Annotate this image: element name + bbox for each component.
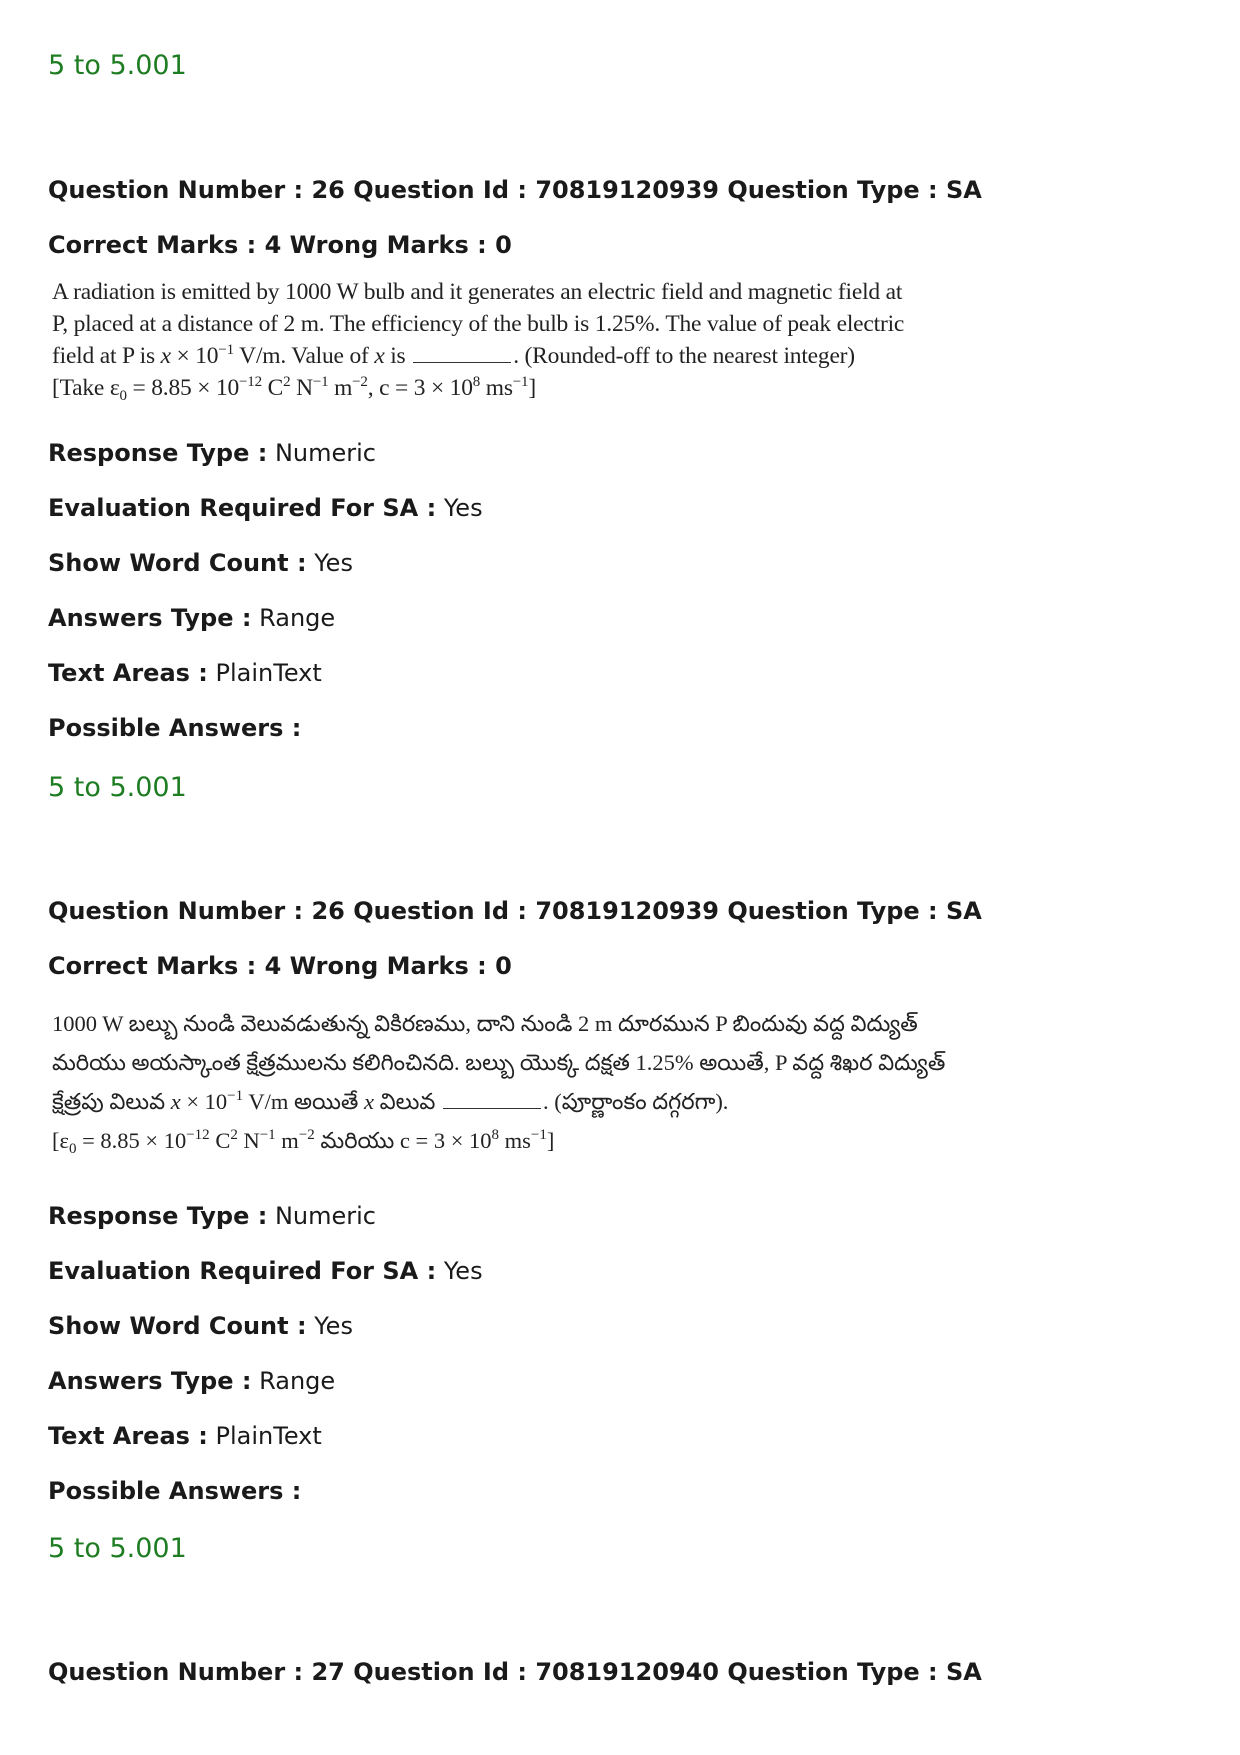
response-type-field: Response Type : Numeric <box>48 1202 376 1230</box>
question-header: Question Number : 26 Question Id : 70819120939 Question Type : SA <box>48 176 982 204</box>
evaluation-required-field: Evaluation Required For SA : Yes <box>48 494 483 522</box>
possible-answers-label: Possible Answers : <box>48 1477 302 1505</box>
question-text-line: A radiation is emitted by 1000 W bulb and it generates an electric field and magnetic field at <box>52 279 903 305</box>
evaluation-required-field: Evaluation Required For SA : Yes <box>48 1257 483 1285</box>
question-marks: Correct Marks : 4 Wrong Marks : 0 <box>48 231 512 259</box>
possible-answer: 5 to 5.001 <box>48 1533 187 1564</box>
question-text-line: field at P is $x \times 10^{-1}$ V/m. Value of x is . (Rounded-off to the nearest integer) <box>52 342 855 369</box>
previous-possible-answer: 5 to 5.001 <box>48 50 187 81</box>
answers-type-field: Answers Type : Range <box>48 1367 336 1395</box>
answers-type-field: Answers Type : Range <box>48 604 336 632</box>
response-type-field: Response Type : Numeric <box>48 439 376 467</box>
question-text-english <box>52 276 952 404</box>
question-marks: Correct Marks : 4 Wrong Marks : 0 <box>48 952 512 980</box>
possible-answers-label: Possible Answers : <box>48 714 302 742</box>
question-text-line: [Take $\varepsilon_0 = 8.85 \times 10^{-12}$ $C^2$ $N^{-1}$ $m^{-2}$, $c = 3 \times 10^8$ $ms^{-1}$] <box>52 374 536 404</box>
text-areas-field: Text Areas : PlainText <box>48 659 322 687</box>
question-text-line: [$\varepsilon_0 = 8.85 \times 10^{-12}$ $C^2$ $N^{-1}$ $m^{-2}$ మరియు $c = 3 \times 10^8$ $ms^{-1}$] <box>52 1127 555 1157</box>
question-text-line: క్షేత్రపు విలువ $x \times 10^{-1}$ V/m అయితే x విలువ . (పూర్ణాంకం దగ్గరగా). <box>52 1088 729 1114</box>
question-text-line: P, placed at a distance of 2 m. The efficiency of the bulb is 1.25%. The value of peak electric <box>52 311 905 337</box>
answer-blank <box>413 344 511 363</box>
question-text-telugu <box>52 1004 952 1160</box>
question-text-line: మరియు అయస్కాంత క్షేత్రములను కలిగించినది. బల్బు యొక్క దక్షత 1.25% అయితే, P వద్ద శిఖర విద్యుత్ <box>52 1050 946 1075</box>
question-text-line: 1000 W బల్బు నుండి వెలువడుతున్న వికిరణము, దాని నుండి 2 m దూరమున P బిందువు వద్ద విద్యుత్ <box>52 1011 918 1036</box>
question-header: Question Number : 26 Question Id : 70819120939 Question Type : SA <box>48 897 982 925</box>
answer-blank <box>443 1090 541 1109</box>
question-header: Question Number : 27 Question Id : 70819120940 Question Type : SA <box>48 1658 982 1686</box>
text-areas-field: Text Areas : PlainText <box>48 1422 322 1450</box>
show-word-count-field: Show Word Count : Yes <box>48 1312 353 1340</box>
possible-answer: 5 to 5.001 <box>48 772 187 803</box>
show-word-count-field: Show Word Count : Yes <box>48 549 353 577</box>
